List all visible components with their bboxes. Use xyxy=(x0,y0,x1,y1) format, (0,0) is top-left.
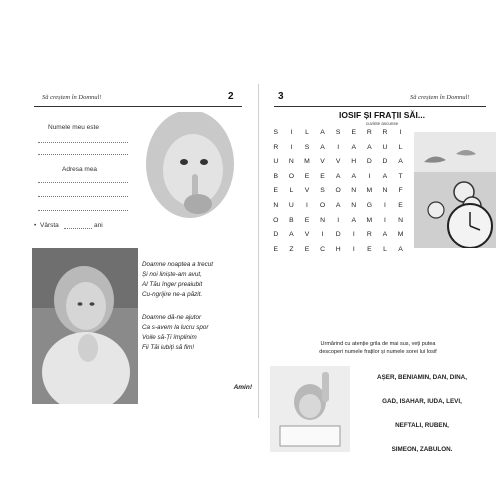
morning-prayer-poem xyxy=(142,260,254,353)
address-dotted-line xyxy=(38,210,128,211)
grid-letter: N xyxy=(273,201,279,209)
grid-letter: R xyxy=(366,231,372,239)
grid-letter: O xyxy=(335,187,341,195)
grid-letter: N xyxy=(351,201,357,209)
grid-letter: A xyxy=(320,143,325,151)
grid-letter: I xyxy=(399,129,402,136)
grid-letter: M xyxy=(304,158,310,166)
grid-letter: R xyxy=(366,129,372,136)
left-header xyxy=(22,91,254,106)
header-rule xyxy=(34,106,242,107)
names-line: AȘER, BENIAMIN, DAN, DINA, xyxy=(377,374,467,381)
poem-line: Cu-ngrijire ne-a păzit. xyxy=(142,291,203,298)
instruction-line: Urmărind cu atenție grila de mai sus, veți putea xyxy=(320,341,436,347)
grid-letter: H xyxy=(335,245,341,253)
name-dotted-line xyxy=(38,154,128,155)
grid-letter: S xyxy=(304,143,310,151)
grid-letter: N xyxy=(288,158,294,166)
names-line: NEFTALI, RUBEN, xyxy=(395,422,449,429)
grid-letter: I xyxy=(290,129,293,136)
grid-letter: I xyxy=(352,231,355,239)
grid-letter: A xyxy=(289,231,294,239)
age-dotted-line xyxy=(64,228,92,229)
grid-letter: U xyxy=(288,201,294,209)
grid-letter: E xyxy=(273,187,279,195)
grid-letter: E xyxy=(304,245,310,253)
poem-line: Fii Tăi iubiți să fim! xyxy=(142,344,195,351)
grid-letter: A xyxy=(351,143,357,151)
names-line: SIMEON, ZABULON. xyxy=(391,446,453,453)
grid-letter: T xyxy=(398,172,403,180)
names-line: GAD, ISAHAR, IUDA, LEVI, xyxy=(382,398,462,405)
grid-letter: H xyxy=(351,158,357,166)
grid-letter: N xyxy=(351,187,357,195)
poem-line: Ca s-avem la lucru spor xyxy=(142,324,209,331)
grid-letter: O xyxy=(319,201,326,209)
grid-letter: U xyxy=(273,158,279,166)
poem-line: Și noi liniște-am avut, xyxy=(142,271,202,278)
grid-letter: E xyxy=(304,172,310,180)
grid-letter: R xyxy=(273,143,279,151)
grid-row xyxy=(268,199,408,214)
grid-letter: O xyxy=(273,216,279,224)
grid-letter: A xyxy=(351,216,357,224)
address-label: Adresa mea xyxy=(62,166,98,173)
grid-letter: I xyxy=(368,172,371,180)
grid-letter: G xyxy=(366,201,372,209)
header-script: Să creștem în Domnul! xyxy=(410,94,470,101)
grid-letter: D xyxy=(335,231,341,239)
grid-letter: A xyxy=(335,172,341,180)
grid-letter: V xyxy=(304,187,310,195)
word-search-grid xyxy=(268,126,408,257)
page-number: 2 xyxy=(228,91,234,102)
instruction-line: descoperi numele fraților și numele sorei lui Iosif xyxy=(319,349,437,355)
grid-letter: L xyxy=(289,187,294,195)
grid-letter: L xyxy=(305,129,309,136)
grid-letter: M xyxy=(366,187,373,195)
doves-clocks-image xyxy=(414,132,496,248)
grid-letter: B xyxy=(273,172,279,180)
child-shush-photo xyxy=(138,112,240,224)
grid-letter: V xyxy=(335,158,341,166)
header-script: Să creștem în Domnul! xyxy=(42,94,102,101)
grid-letter: V xyxy=(304,231,310,239)
grid-row xyxy=(268,170,408,185)
age-label: Vârsta xyxy=(40,222,59,229)
grid-letter: E xyxy=(320,172,325,180)
puzzle-instruction xyxy=(262,340,494,356)
left-page xyxy=(22,84,254,418)
grid-letter: D xyxy=(273,231,279,239)
grid-row xyxy=(268,126,408,141)
grid-letter: I xyxy=(306,201,308,209)
grid-letter: D xyxy=(366,158,372,166)
puzzle-subtitle: cuvinte ascunse xyxy=(365,121,399,126)
grid-letter: E xyxy=(304,216,310,224)
poem-line: Doamne noaptea a trecut xyxy=(142,261,214,268)
poem-line: Al Tău înger preaiubit xyxy=(142,281,203,288)
grid-letter: I xyxy=(321,231,324,239)
grid-letter: A xyxy=(367,143,372,151)
grid-letter: A xyxy=(382,172,388,180)
poem-line: Voile să-Ți împlinim xyxy=(142,334,197,341)
poem-line: Doamne dă-ne ajutor xyxy=(142,314,202,321)
grid-letter: S xyxy=(273,129,279,136)
grid-letter: O xyxy=(288,172,295,180)
grid-row xyxy=(268,184,408,199)
amin-text: Amin! xyxy=(233,384,252,391)
grid-row xyxy=(268,214,408,229)
grid-letter: A xyxy=(382,231,388,239)
grid-letter: A xyxy=(335,201,341,209)
age-suffix: ani xyxy=(94,222,103,229)
grid-letter: C xyxy=(320,245,326,253)
grid-letter: N xyxy=(398,216,403,224)
grid-letter: A xyxy=(320,129,325,136)
page-number: 3 xyxy=(278,91,284,102)
right-page xyxy=(262,84,494,453)
grid-row xyxy=(268,243,408,258)
grid-letter: D xyxy=(382,158,388,166)
grid-letter: M xyxy=(366,216,373,224)
grid-letter: E xyxy=(367,245,372,253)
age-bullet: • xyxy=(34,222,37,229)
grid-row xyxy=(268,155,408,170)
grid-letter: N xyxy=(382,187,388,195)
grid-letter: B xyxy=(289,216,294,224)
grid-letter: I xyxy=(384,216,386,224)
boy-raising-hand-photo xyxy=(270,366,350,452)
header-rule xyxy=(274,106,486,107)
grid-row xyxy=(268,228,408,243)
grid-letter: R xyxy=(382,129,388,136)
grid-letter: S xyxy=(320,187,325,195)
grid-letter: M xyxy=(397,231,404,239)
puzzle-title: IOSIF ȘI FRAȚII SĂI... xyxy=(339,110,425,120)
grid-letter: I xyxy=(384,201,386,209)
address-dotted-line xyxy=(38,182,128,183)
grid-letter: Z xyxy=(289,245,294,253)
grid-letter: F xyxy=(398,187,403,195)
grid-row xyxy=(268,141,408,156)
praying-girl-photo xyxy=(32,248,138,404)
grid-letter: S xyxy=(335,129,341,136)
grid-letter: A xyxy=(398,158,403,166)
address-dotted-line xyxy=(38,196,128,197)
book-spread xyxy=(22,84,494,453)
grid-letter: N xyxy=(320,216,326,224)
grid-letter: U xyxy=(382,143,388,151)
grid-letter: L xyxy=(383,245,387,253)
grid-letter: A xyxy=(398,245,403,253)
grid-letter: I xyxy=(290,143,293,151)
grid-letter: I xyxy=(352,245,355,253)
name-label: Numele meu este xyxy=(48,124,99,131)
grid-letter: V xyxy=(320,158,325,166)
grid-letter: I xyxy=(337,216,340,224)
page-gutter xyxy=(258,84,259,418)
grid-letter: E xyxy=(351,129,357,136)
right-header xyxy=(262,91,494,106)
name-dotted-line xyxy=(38,142,128,143)
grid-letter: I xyxy=(337,143,340,151)
grid-letter: E xyxy=(398,201,403,209)
grid-letter: A xyxy=(351,172,357,180)
grid-letter: E xyxy=(273,245,279,253)
grid-letter: L xyxy=(398,143,403,151)
